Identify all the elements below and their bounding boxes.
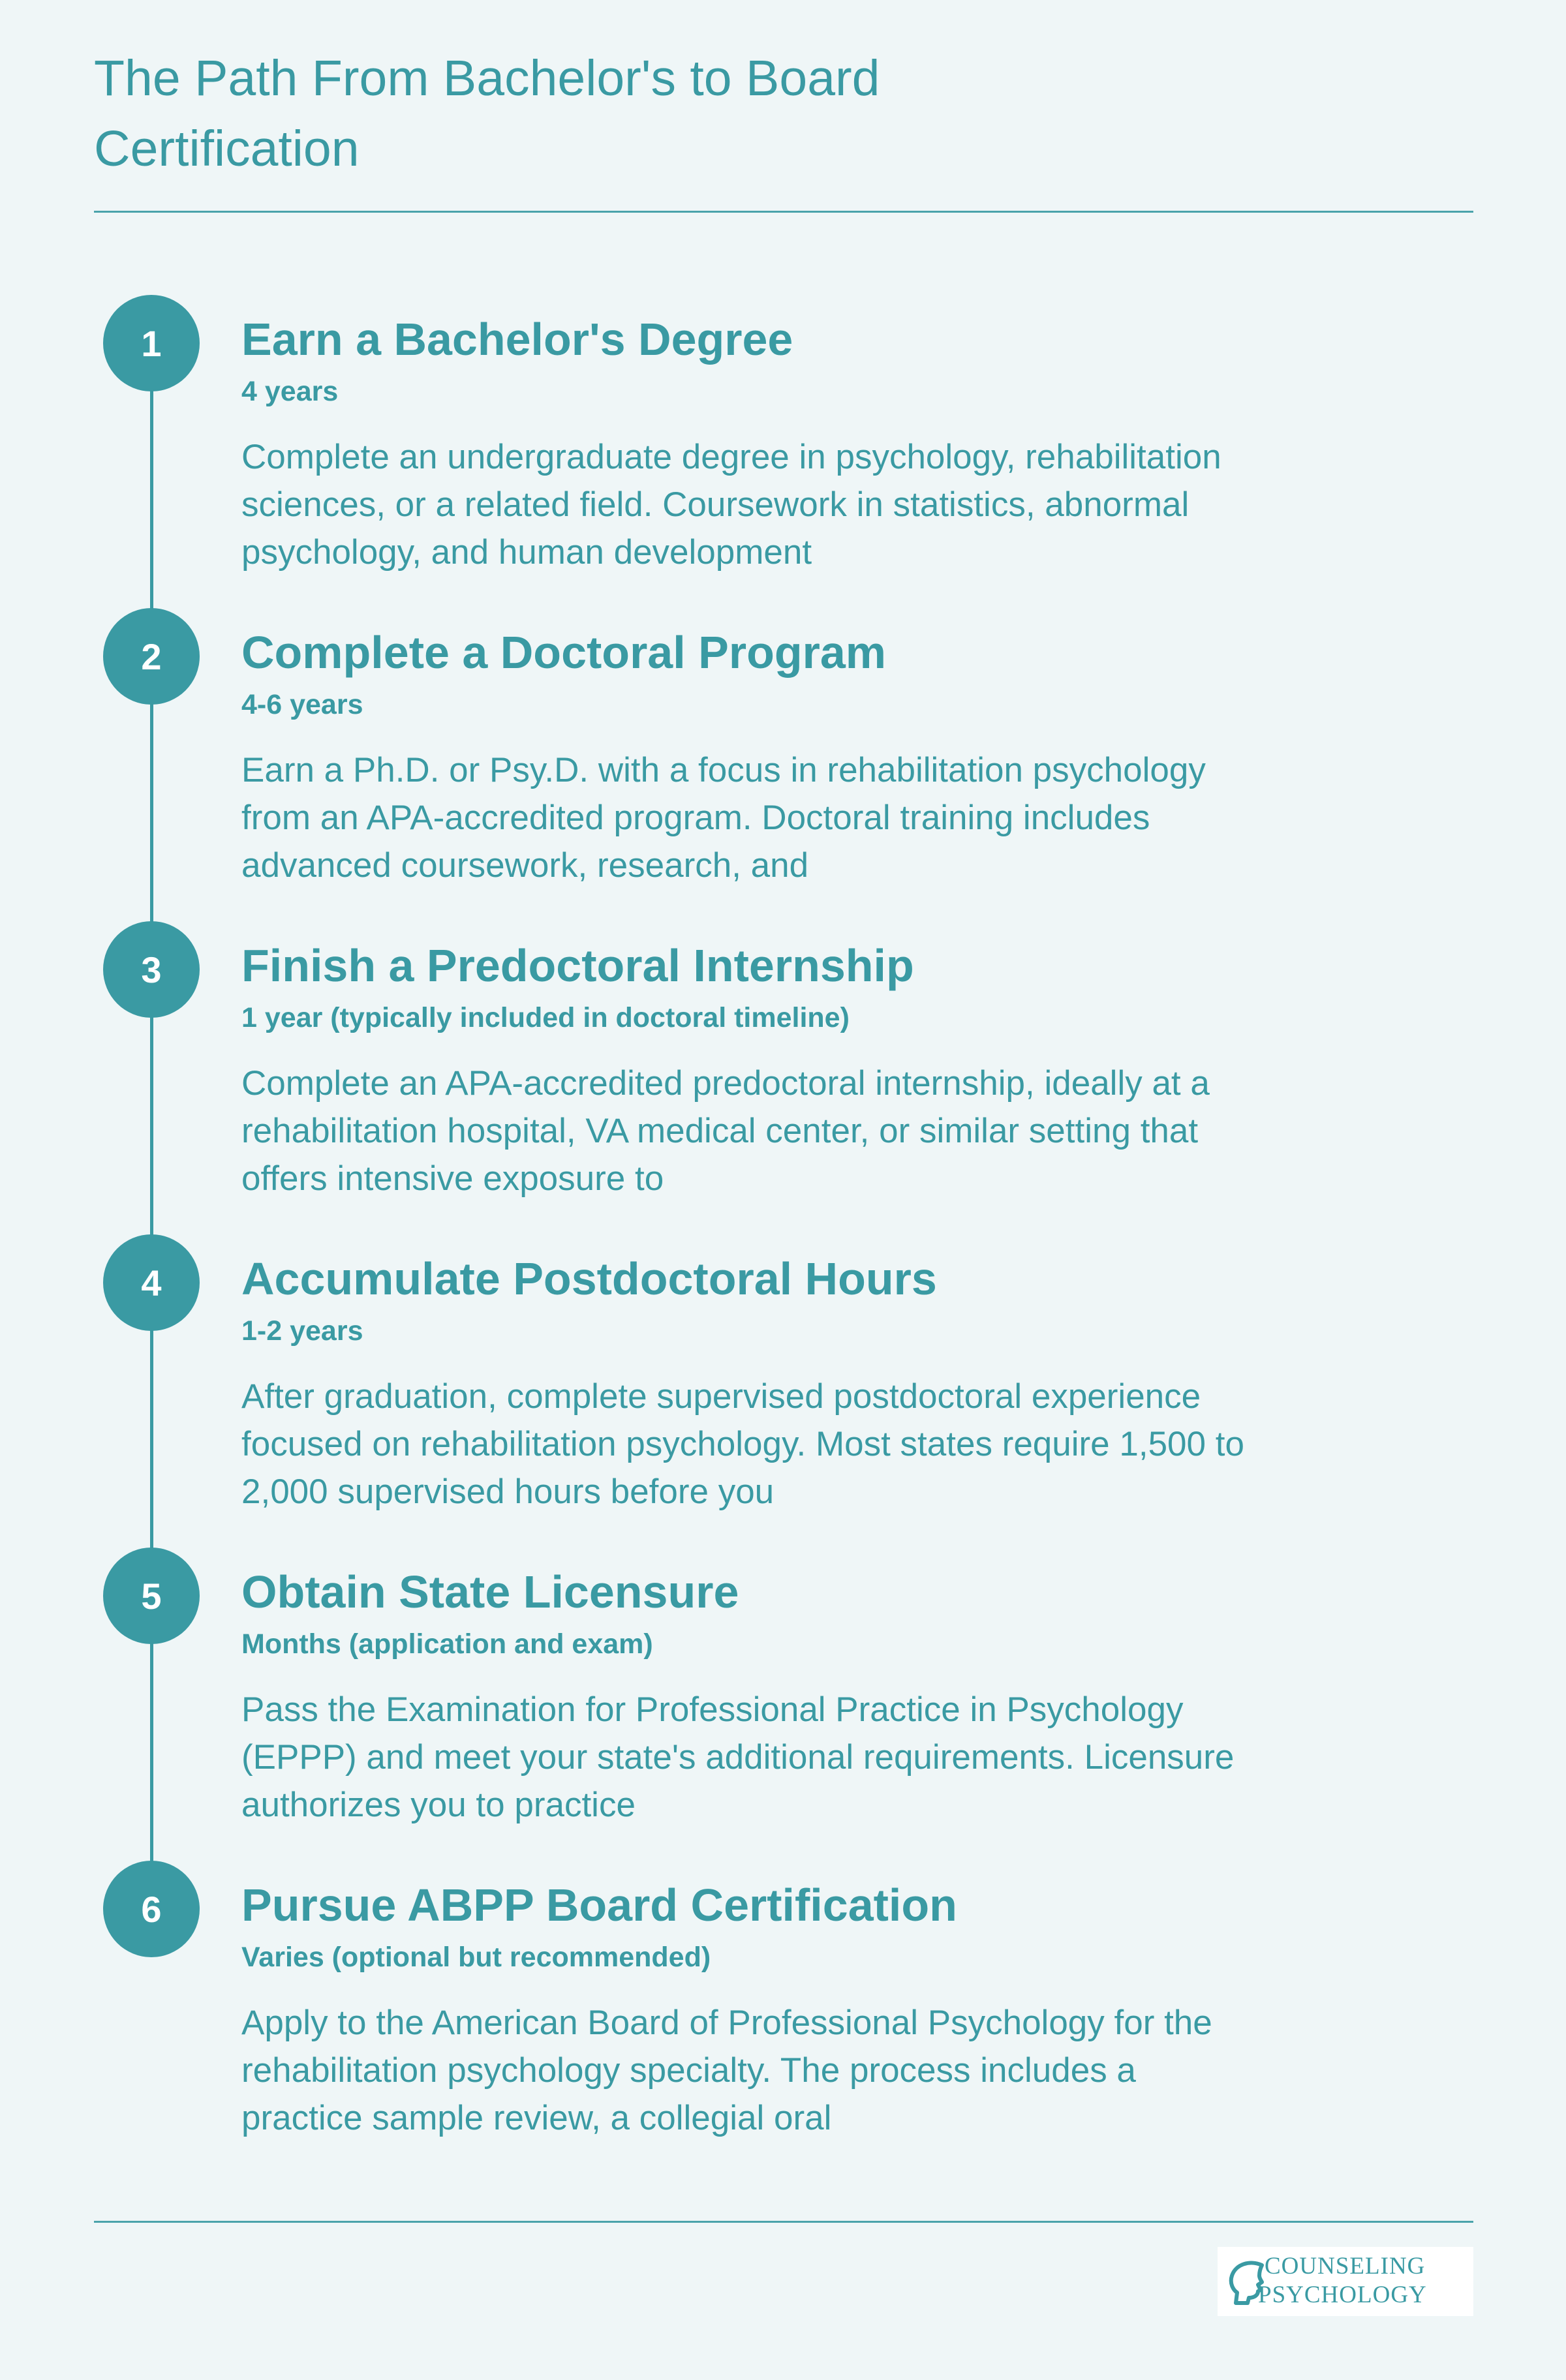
step-description: Apply to the American Board of Professional Psychology for the rehabilitation psychology specialty. The process includes a practice sample review, a collegial oral bbox=[241, 2004, 1212, 2137]
step-duration: Varies (optional but recommended) bbox=[241, 1942, 711, 1973]
step-number-badge: 2 bbox=[103, 608, 200, 705]
step-duration: 1 year (typically included in doctoral timeline) bbox=[241, 1002, 850, 1033]
step-description: Complete an APA-accredited predoctoral internship, ideally at a rehabilitation hospital, VA medical center, or similar setting that offers intensive exposure to bbox=[241, 1064, 1210, 1198]
step-duration: 4-6 years bbox=[241, 689, 363, 720]
step-number-badge: 5 bbox=[103, 1548, 200, 1644]
page-title: The Path From Bachelor's to Board Certification bbox=[94, 50, 880, 177]
step-description: Complete an undergraduate degree in psychology, rehabilitation sciences, or a related field. Coursework in statistics, abnormal psychology, and human development bbox=[241, 438, 1221, 572]
step-title: Complete a Doctoral Program bbox=[241, 627, 886, 678]
step-title: Accumulate Postdoctoral Hours bbox=[241, 1253, 937, 1304]
step-number-badge: 3 bbox=[103, 921, 200, 1018]
step-number-badge: 1 bbox=[103, 295, 200, 391]
step-duration: 4 years bbox=[241, 376, 339, 407]
step-title: Obtain State Licensure bbox=[241, 1566, 739, 1617]
step-title: Pursue ABPP Board Certification bbox=[241, 1880, 957, 1930]
step-duration: 1-2 years bbox=[241, 1315, 363, 1347]
timeline-step-4 bbox=[0, 1234, 1566, 1548]
logo-text-line2: PSYCHOLOGY bbox=[1258, 2281, 1427, 2308]
header-divider bbox=[94, 211, 1473, 213]
step-description: Earn a Ph.D. or Psy.D. with a focus in rehabilitation psychology from an APA-accredited program. Doctoral training includes advanced coursework, research, and bbox=[241, 751, 1206, 885]
footer-divider bbox=[94, 2221, 1473, 2223]
step-duration: Months (application and exam) bbox=[241, 1628, 653, 1660]
timeline-step-1 bbox=[0, 295, 1566, 608]
step-title: Earn a Bachelor's Degree bbox=[241, 314, 793, 365]
step-description: After graduation, complete supervised postdoctoral experience focused on rehabilitation psychology. Most states require 1,500 to 2,000 supervised hours before you bbox=[241, 1377, 1244, 1511]
site-logo bbox=[1218, 2247, 1473, 2316]
step-title: Finish a Predoctoral Internship bbox=[241, 940, 914, 991]
step-number-badge: 4 bbox=[103, 1234, 200, 1331]
step-number-badge: 6 bbox=[103, 1861, 200, 1957]
timeline-step-6 bbox=[0, 1861, 1566, 2174]
timeline-step-5 bbox=[0, 1548, 1566, 1861]
step-description: Pass the Examination for Professional Practice in Psychology (EPPP) and meet your state's additional requirements. Licensure authorizes you to practice bbox=[241, 1690, 1235, 1824]
logo-text-line1: COUNSELING bbox=[1265, 2253, 1426, 2280]
timeline-step-2 bbox=[0, 608, 1566, 921]
timeline-step-3 bbox=[0, 921, 1566, 1234]
